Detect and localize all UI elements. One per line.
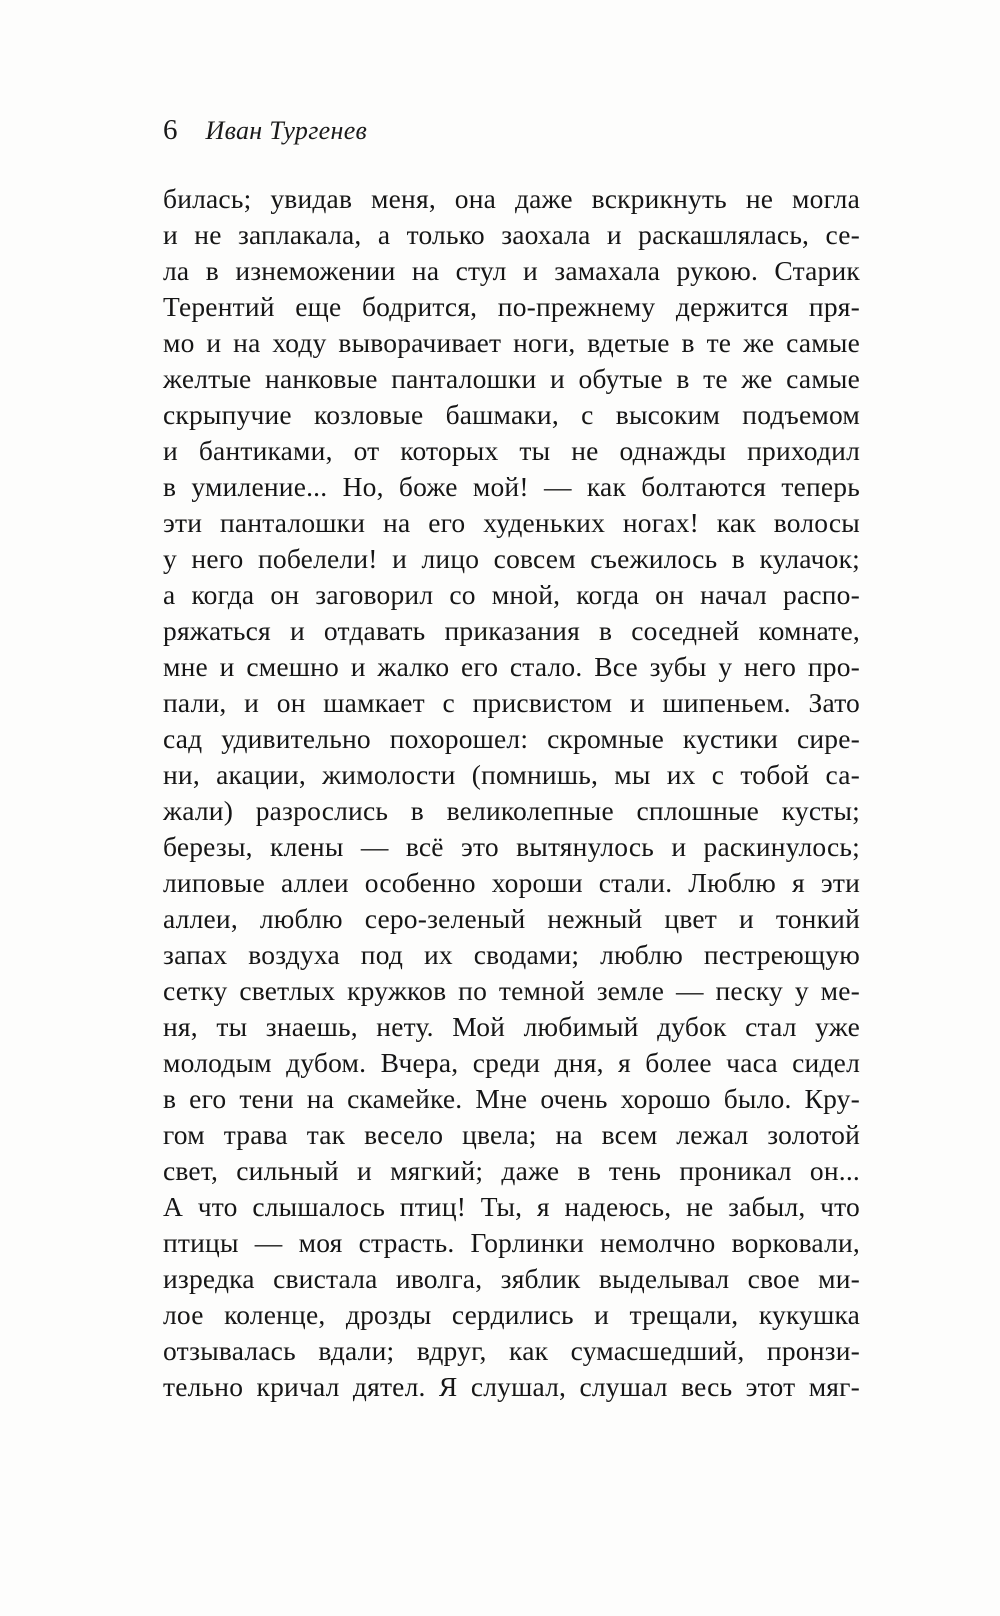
text-line: сетку светлых кружков по темной земле — песку у ме- bbox=[163, 975, 860, 1006]
text-line: и бантиками, от которых ты не однажды приходил bbox=[163, 435, 860, 466]
text-line: гом трава так весело цвела; на всем лежал золотой bbox=[163, 1119, 860, 1150]
text-line: изредка свистала иволга, зяблик выделывал свое ми- bbox=[163, 1263, 860, 1294]
text-line: ни, акации, жимолости (помнишь, мы их с тобой са- bbox=[163, 759, 860, 790]
page-header bbox=[163, 114, 860, 147]
page-number: 6 bbox=[163, 114, 178, 146]
text-line: у него побелели! и лицо совсем съежилось в кулачок; bbox=[163, 543, 860, 574]
text-line: мне и смешно и жалко его стало. Все зубы у него про- bbox=[163, 651, 860, 682]
text-line: в его тени на скамейке. Мне очень хорошо было. Кру- bbox=[163, 1083, 860, 1114]
text-line: свет, сильный и мягкий; даже в тень проникал он... bbox=[163, 1155, 860, 1186]
text-line: желтые нанковые панталошки и обутые в те же самые bbox=[163, 363, 860, 394]
text-line: ряжаться и отдавать приказания в соседней комнате, bbox=[163, 615, 860, 646]
text-line: отзывалась вдали; вдруг, как сумасшедший, пронзи- bbox=[163, 1335, 860, 1366]
text-line: птицы — моя страсть. Горлинки немолчно ворковали, bbox=[163, 1227, 860, 1258]
text-line: сад удивительно похорошел: скромные кустики сире- bbox=[163, 723, 860, 754]
text-line: А что слышалось птиц! Ты, я надеюсь, не забыл, что bbox=[163, 1191, 860, 1222]
text-line: скрыпучие козловые башмаки, с высоким подъемом bbox=[163, 399, 860, 430]
text-line: аллеи, люблю серо-зеленый нежный цвет и тонкий bbox=[163, 903, 860, 934]
text-line: билась; увидав меня, она даже вскрикнуть не могла bbox=[163, 183, 860, 214]
text-line: ня, ты знаешь, нету. Мой любимый дубок стал уже bbox=[163, 1011, 860, 1042]
text-line: тельно кричал дятел. Я слушал, слушал весь этот мяг- bbox=[163, 1371, 860, 1402]
text-line: эти панталошки на его худеньких ногах! как волосы bbox=[163, 507, 860, 538]
text-line: и не заплакала, а только заохала и раскашлялась, се- bbox=[163, 219, 860, 250]
running-title: Иван Тургенев bbox=[205, 116, 368, 145]
text-line: ла в изнеможении на стул и замахала рукою. Старик bbox=[163, 255, 860, 286]
text-line: липовые аллеи особенно хороши стали. Люблю я эти bbox=[163, 867, 860, 898]
text-line: мо и на ходу выворачивает ноги, вдетые в те же самые bbox=[163, 327, 860, 358]
text-line: в умиление... Но, боже мой! — как болтаются теперь bbox=[163, 471, 860, 502]
body-text bbox=[163, 181, 860, 1405]
text-line: запах воздуха под их сводами; люблю пестреющую bbox=[163, 939, 860, 970]
text-line: жали) разрослись в великолепные сплошные кусты; bbox=[163, 795, 860, 826]
text-line: а когда он заговорил со мной, когда он начал распо- bbox=[163, 579, 860, 610]
text-line: Терентий еще бодрится, по-прежнему держится пря- bbox=[163, 291, 860, 322]
text-line: молодым дубом. Вчера, среди дня, я более часа сидел bbox=[163, 1047, 860, 1078]
text-line: лое коленце, дрозды сердились и трещали, кукушка bbox=[163, 1299, 860, 1330]
text-line: березы, клены — всё это вытянулось и раскинулось; bbox=[163, 831, 860, 862]
text-line: пали, и он шамкает с присвистом и шипеньем. Зато bbox=[163, 687, 860, 718]
